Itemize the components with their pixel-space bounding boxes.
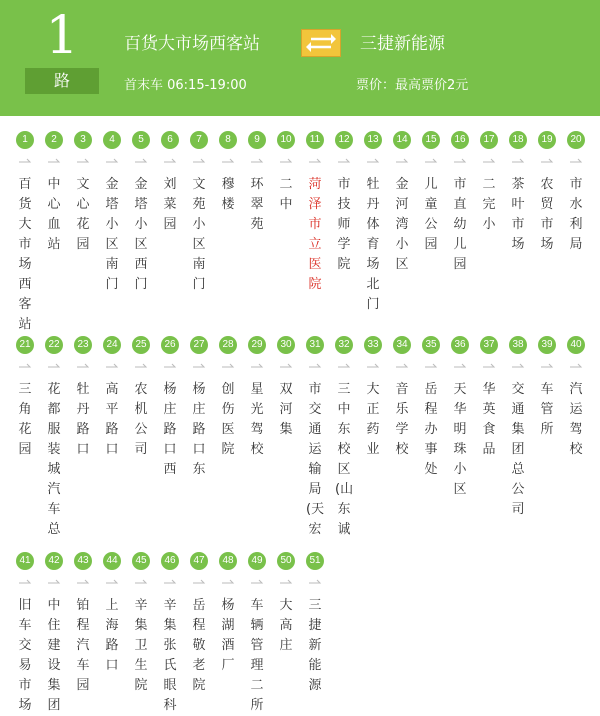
direction-arrow-icon bbox=[569, 363, 583, 369]
stop-name: 农贸市场 bbox=[540, 177, 554, 252]
stop-item[interactable] bbox=[477, 131, 501, 235]
stop-item[interactable] bbox=[564, 336, 588, 460]
stop-item[interactable] bbox=[535, 336, 559, 440]
stop-number-badge: 41 bbox=[16, 552, 34, 570]
direction-arrow-icon bbox=[395, 158, 409, 164]
stop-item[interactable] bbox=[303, 131, 327, 295]
stop-item[interactable] bbox=[274, 131, 298, 215]
direction-arrow-icon bbox=[308, 579, 322, 585]
stop-number-badge: 39 bbox=[538, 336, 556, 354]
stop-item[interactable] bbox=[245, 336, 269, 460]
direction-arrow-icon bbox=[511, 363, 525, 369]
stop-name: 市水利局 bbox=[569, 177, 583, 252]
stop-name: 百货大市场西客站 bbox=[18, 177, 32, 332]
direction-arrow-icon bbox=[163, 158, 177, 164]
stop-item[interactable] bbox=[71, 131, 95, 255]
direction-arrow-icon bbox=[395, 363, 409, 369]
direction-arrow-icon bbox=[337, 363, 351, 369]
stop-name: 双河集 bbox=[279, 382, 293, 437]
stop-item[interactable] bbox=[187, 552, 211, 696]
direction-arrow-icon bbox=[105, 158, 119, 164]
stop-number-badge: 27 bbox=[190, 336, 208, 354]
direction-arrow-icon bbox=[279, 363, 293, 369]
stop-number-badge: 12 bbox=[335, 131, 353, 149]
direction-arrow-icon bbox=[540, 158, 554, 164]
stop-number-badge: 5 bbox=[132, 131, 150, 149]
stop-number-badge: 13 bbox=[364, 131, 382, 149]
stop-name: 市交通运输局(天宏 bbox=[306, 382, 325, 537]
direction-arrow-icon bbox=[279, 158, 293, 164]
stop-number-badge: 20 bbox=[567, 131, 585, 149]
stop-number-badge: 30 bbox=[277, 336, 295, 354]
stop-name: 杨庄路口西 bbox=[163, 382, 177, 477]
stop-item[interactable] bbox=[361, 131, 385, 315]
stop-number-badge: 16 bbox=[451, 131, 469, 149]
stop-number-badge: 42 bbox=[45, 552, 63, 570]
stop-item[interactable] bbox=[303, 336, 327, 540]
stop-name: 儿童公园 bbox=[424, 177, 438, 252]
stop-name: 铂程汽车园 bbox=[76, 598, 90, 693]
stop-item[interactable] bbox=[332, 131, 356, 275]
stop-number-badge: 11 bbox=[306, 131, 324, 149]
stop-name: 天华明珠小区 bbox=[453, 382, 467, 497]
direction-arrow-icon bbox=[482, 363, 496, 369]
direction-arrow-icon bbox=[221, 158, 235, 164]
stop-number-badge: 24 bbox=[103, 336, 121, 354]
stop-name: 汽运驾校 bbox=[569, 382, 583, 457]
route-number: 1 bbox=[45, 6, 79, 66]
stop-number-badge: 44 bbox=[103, 552, 121, 570]
stop-item[interactable] bbox=[448, 131, 472, 275]
stop-name: 交通集团总公司 bbox=[511, 382, 525, 517]
stop-name: 文心花园 bbox=[76, 177, 90, 252]
direction-arrow-icon bbox=[105, 363, 119, 369]
swap-arrows-icon bbox=[302, 30, 340, 56]
stop-number-badge: 29 bbox=[248, 336, 266, 354]
stop-item[interactable] bbox=[506, 336, 530, 520]
stop-number-badge: 22 bbox=[45, 336, 63, 354]
stop-item[interactable] bbox=[100, 131, 124, 295]
direction-arrow-icon bbox=[221, 363, 235, 369]
stop-number-badge: 45 bbox=[132, 552, 150, 570]
stop-name: 车辆管理二所 bbox=[250, 598, 264, 713]
stop-name: 牡丹体育场北门 bbox=[366, 177, 380, 312]
stop-name: 星光驾校 bbox=[250, 382, 264, 457]
stop-item[interactable] bbox=[100, 336, 124, 460]
stop-number-badge: 37 bbox=[480, 336, 498, 354]
stop-number-badge: 47 bbox=[190, 552, 208, 570]
stop-number-badge: 10 bbox=[277, 131, 295, 149]
stop-name: 杨庄路口东 bbox=[192, 382, 206, 477]
stop-number-badge: 9 bbox=[248, 131, 266, 149]
stop-item[interactable] bbox=[187, 336, 211, 480]
direction-arrow-icon bbox=[18, 363, 32, 369]
stop-item[interactable] bbox=[71, 336, 95, 460]
stop-item[interactable] bbox=[129, 336, 153, 460]
stop-item[interactable] bbox=[419, 336, 443, 480]
stop-number-badge: 19 bbox=[538, 131, 556, 149]
stop-item[interactable] bbox=[274, 552, 298, 656]
direction-arrow-icon bbox=[250, 158, 264, 164]
stop-name: 金塔小区西门 bbox=[134, 177, 148, 292]
stop-number-badge: 31 bbox=[306, 336, 324, 354]
stop-name: 岳程办事处 bbox=[424, 382, 438, 477]
stop-number-badge: 1 bbox=[16, 131, 34, 149]
stop-item[interactable] bbox=[129, 131, 153, 295]
stop-item[interactable] bbox=[158, 336, 182, 480]
direction-arrow-icon bbox=[453, 363, 467, 369]
origin-station: 百货大市场西客站 bbox=[124, 34, 260, 54]
stop-name: 市直幼儿园 bbox=[453, 177, 467, 272]
stop-item[interactable] bbox=[216, 336, 240, 460]
stop-name: 二中 bbox=[279, 177, 293, 212]
stop-name: 上海路口 bbox=[105, 598, 119, 673]
direction-arrow-icon bbox=[163, 579, 177, 585]
stop-number-badge: 34 bbox=[393, 336, 411, 354]
direction-arrow-icon bbox=[134, 363, 148, 369]
direction-arrow-icon bbox=[569, 158, 583, 164]
direction-arrow-icon bbox=[47, 158, 61, 164]
stop-name: 高平路口 bbox=[105, 382, 119, 457]
stop-number-badge: 23 bbox=[74, 336, 92, 354]
stop-name: 中心血站 bbox=[47, 177, 61, 252]
direction-arrow-icon bbox=[337, 158, 351, 164]
direction-arrow-icon bbox=[134, 579, 148, 585]
route-suffix-label: 路 bbox=[25, 68, 99, 94]
stop-name: 金河湾小区 bbox=[395, 177, 409, 272]
stop-item[interactable] bbox=[42, 552, 66, 716]
stop-name: 茶叶市场 bbox=[511, 177, 525, 252]
stop-item[interactable] bbox=[332, 336, 356, 540]
stop-name: 三角花园 bbox=[18, 382, 32, 457]
stop-item[interactable] bbox=[187, 131, 211, 295]
stop-item[interactable] bbox=[274, 336, 298, 440]
stop-number-badge: 8 bbox=[219, 131, 237, 149]
stop-number-badge: 15 bbox=[422, 131, 440, 149]
stop-item[interactable] bbox=[448, 336, 472, 500]
stop-number-badge: 6 bbox=[161, 131, 179, 149]
stop-item[interactable] bbox=[13, 131, 37, 335]
stop-name: 刘菜园 bbox=[163, 177, 177, 232]
direction-arrow-icon bbox=[134, 158, 148, 164]
stop-name: 穆楼 bbox=[221, 177, 235, 212]
stop-item[interactable] bbox=[477, 336, 501, 460]
stop-number-badge: 43 bbox=[74, 552, 92, 570]
stop-number-badge: 4 bbox=[103, 131, 121, 149]
stop-name: 三中东校区(山东诚 bbox=[335, 382, 354, 537]
stop-name: 花都服装城汽车总 bbox=[47, 382, 61, 537]
route-header bbox=[0, 0, 600, 116]
stop-name: 三捷新能源 bbox=[308, 598, 322, 693]
stop-name: 创伤医院 bbox=[221, 382, 235, 457]
direction-arrow-icon bbox=[76, 158, 90, 164]
stop-name: 市技师学院 bbox=[337, 177, 351, 272]
stop-name: 车管所 bbox=[540, 382, 554, 437]
stop-item[interactable] bbox=[13, 336, 37, 460]
stop-name: 文苑小区南门 bbox=[192, 177, 206, 292]
stop-number-badge: 32 bbox=[335, 336, 353, 354]
stop-number-badge: 38 bbox=[509, 336, 527, 354]
direction-arrow-icon bbox=[18, 158, 32, 164]
direction-arrow-icon bbox=[279, 579, 293, 585]
direction-arrow-icon bbox=[18, 579, 32, 585]
stop-item[interactable] bbox=[535, 131, 559, 255]
stop-item[interactable] bbox=[42, 131, 66, 255]
stop-number-badge: 25 bbox=[132, 336, 150, 354]
stop-name: 辛集张氏眼科 bbox=[163, 598, 177, 713]
direction-arrow-icon bbox=[221, 579, 235, 585]
direction-arrow-icon bbox=[453, 158, 467, 164]
direction-arrow-icon bbox=[511, 158, 525, 164]
stop-number-badge: 35 bbox=[422, 336, 440, 354]
stop-number-badge: 3 bbox=[74, 131, 92, 149]
stop-number-badge: 49 bbox=[248, 552, 266, 570]
operating-hours: 首末车 06:15-19:00 bbox=[124, 78, 247, 93]
stop-item[interactable] bbox=[361, 336, 385, 460]
direction-arrow-icon bbox=[250, 363, 264, 369]
direction-arrow-icon bbox=[192, 579, 206, 585]
stop-name: 菏泽市立医院 bbox=[308, 177, 322, 292]
stop-number-badge: 46 bbox=[161, 552, 179, 570]
direction-arrow-icon bbox=[482, 158, 496, 164]
stop-number-badge: 7 bbox=[190, 131, 208, 149]
stop-number-badge: 33 bbox=[364, 336, 382, 354]
direction-arrow-icon bbox=[192, 363, 206, 369]
stop-item[interactable] bbox=[390, 131, 414, 275]
stop-item[interactable] bbox=[303, 552, 327, 696]
direction-arrow-icon bbox=[76, 363, 90, 369]
direction-arrow-icon bbox=[105, 579, 119, 585]
direction-arrow-icon bbox=[163, 363, 177, 369]
direction-arrow-icon bbox=[47, 579, 61, 585]
direction-arrow-icon bbox=[76, 579, 90, 585]
stop-name: 华英食品 bbox=[482, 382, 496, 457]
direction-arrow-icon bbox=[540, 363, 554, 369]
stop-item[interactable] bbox=[564, 131, 588, 255]
stop-item[interactable] bbox=[419, 131, 443, 255]
direction-arrow-icon bbox=[424, 158, 438, 164]
stop-name: 旧车交易市场 bbox=[18, 598, 32, 713]
direction-arrow-icon bbox=[308, 363, 322, 369]
stop-number-badge: 2 bbox=[45, 131, 63, 149]
stop-number-badge: 48 bbox=[219, 552, 237, 570]
direction-arrow-icon bbox=[192, 158, 206, 164]
stop-name: 农机公司 bbox=[134, 382, 148, 457]
direction-arrow-icon bbox=[424, 363, 438, 369]
stop-item[interactable] bbox=[100, 552, 124, 676]
stop-number-badge: 21 bbox=[16, 336, 34, 354]
direction-arrow-icon bbox=[47, 363, 61, 369]
stop-number-badge: 36 bbox=[451, 336, 469, 354]
stop-item[interactable] bbox=[506, 131, 530, 255]
stop-number-badge: 40 bbox=[567, 336, 585, 354]
stop-name: 金塔小区南门 bbox=[105, 177, 119, 292]
stop-number-badge: 26 bbox=[161, 336, 179, 354]
stop-name: 音乐学校 bbox=[395, 382, 409, 457]
stop-item[interactable] bbox=[390, 336, 414, 460]
stop-name: 大正药业 bbox=[366, 382, 380, 457]
direction-arrow-icon bbox=[308, 158, 322, 164]
direction-arrow-icon bbox=[366, 158, 380, 164]
stop-name: 大高庄 bbox=[279, 598, 293, 653]
stop-item[interactable] bbox=[71, 552, 95, 696]
stop-name: 中住建设集团 bbox=[47, 598, 61, 713]
direction-arrow-icon bbox=[250, 579, 264, 585]
stop-name: 环翠苑 bbox=[250, 177, 264, 232]
stop-number-badge: 18 bbox=[509, 131, 527, 149]
stop-name: 杨湖酒厂 bbox=[221, 598, 235, 673]
stop-item[interactable] bbox=[216, 131, 240, 215]
stop-item[interactable] bbox=[245, 552, 269, 716]
stop-number-badge: 51 bbox=[306, 552, 324, 570]
stop-number-badge: 17 bbox=[480, 131, 498, 149]
stop-name: 二完小 bbox=[482, 177, 496, 232]
stop-number-badge: 28 bbox=[219, 336, 237, 354]
destination-station: 三捷新能源 bbox=[360, 34, 445, 54]
stop-item[interactable] bbox=[158, 131, 182, 235]
stop-number-badge: 50 bbox=[277, 552, 295, 570]
stop-name: 牡丹路口 bbox=[76, 382, 90, 457]
stop-item[interactable] bbox=[245, 131, 269, 235]
stop-item[interactable] bbox=[129, 552, 153, 696]
swap-direction-button[interactable] bbox=[301, 29, 341, 57]
stop-name: 辛集卫生院 bbox=[134, 598, 148, 693]
stop-item[interactable] bbox=[13, 552, 37, 716]
stop-number-badge: 14 bbox=[393, 131, 411, 149]
fare-info: 票价：最高票价2元 bbox=[356, 78, 469, 93]
stop-name: 岳程敬老院 bbox=[192, 598, 206, 693]
stop-item[interactable] bbox=[216, 552, 240, 676]
stop-item[interactable] bbox=[158, 552, 182, 716]
stop-item[interactable] bbox=[42, 336, 66, 540]
direction-arrow-icon bbox=[366, 363, 380, 369]
